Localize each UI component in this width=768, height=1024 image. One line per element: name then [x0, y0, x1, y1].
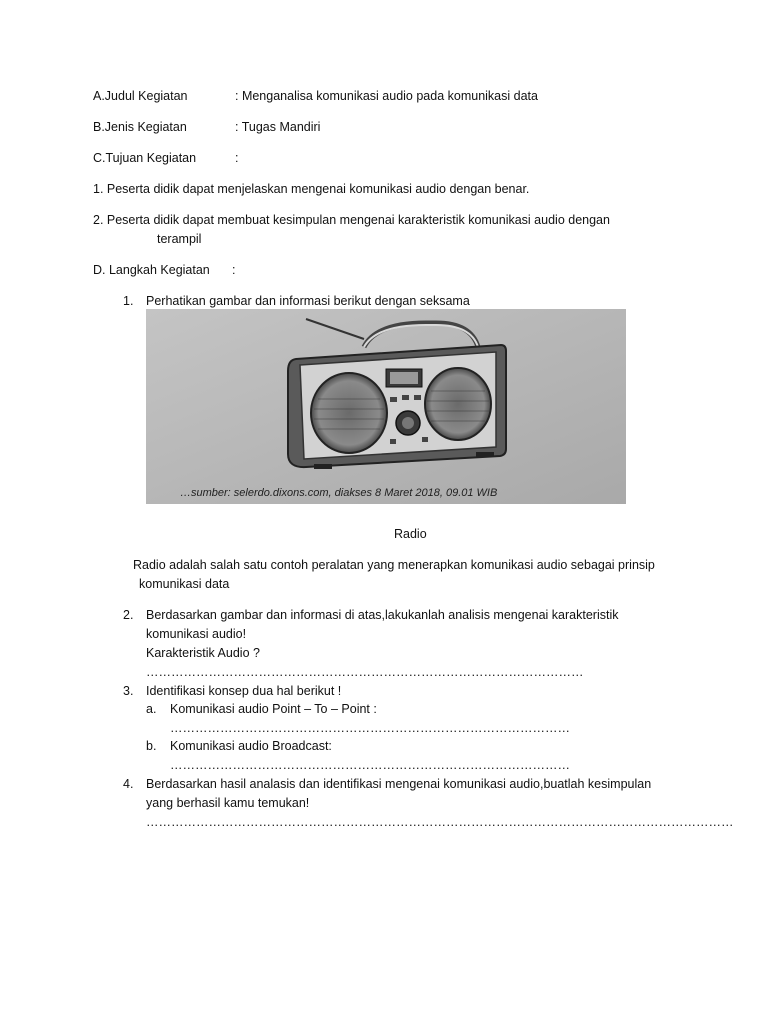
radio-photo: [146, 309, 626, 504]
tujuan-item-2-line-2: terampil: [157, 232, 202, 246]
step-4-number: 4.: [123, 777, 134, 791]
step-2-line-2: komunikasi audio!: [146, 627, 247, 641]
step-4-line-1: Berdasarkan hasil analasis dan identifikasi mengenai komunikasi audio,buatlah kesimpulan: [146, 777, 652, 791]
step-3-number: 3.: [123, 684, 134, 698]
tujuan-label: C.Tujuan Kegiatan: [93, 151, 197, 165]
image-credit: …sumber: selerdo.dixons.com, diakses 8 Maret 2018, 09.01 WIB: [180, 487, 498, 499]
judul-value: : Menganalisa komunikasi audio pada komunikasi data: [235, 89, 538, 103]
step-1-number: 1.: [123, 294, 134, 308]
jenis-label: B.Jenis Kegiatan: [93, 120, 187, 134]
tujuan-colon: :: [235, 151, 239, 165]
step-4-line-2: yang berhasil kamu temukan!: [146, 796, 310, 810]
jenis-value: : Tugas Mandiri: [235, 120, 321, 134]
step-3a-letter: a.: [146, 702, 157, 716]
step-4-answer-dots: ……………………………………………………………………………………………………………………………: [146, 815, 734, 829]
step-1-text: Perhatikan gambar dan informasi berikut dengan seksama: [146, 294, 470, 308]
step-3b-text: Komunikasi audio Broadcast:: [170, 739, 332, 753]
step-3b-letter: b.: [146, 739, 157, 753]
tujuan-item-2-line-1: 2. Peserta didik dapat membuat kesimpulan mengenai karakteristik komunikasi audio dengan: [93, 213, 610, 227]
tujuan-item-1: 1. Peserta didik dapat menjelaskan mengenai komunikasi audio dengan benar.: [93, 182, 530, 196]
step-2-answer-dots: ……………………………………………………………………………………………: [146, 665, 584, 679]
judul-label: A.Judul Kegiatan: [93, 89, 188, 103]
radio-illustration: [146, 309, 626, 504]
description-line-1: Radio adalah salah satu contoh peralatan yang menerapkan komunikasi audio sebagai prinsip: [133, 558, 655, 572]
step-2-line-1: Berdasarkan gambar dan informasi di atas,lakukanlah analisis mengenai karakteristik: [146, 608, 619, 622]
description-line-2: komunikasi data: [139, 577, 230, 591]
step-3a-text: Komunikasi audio Point – To – Point :: [170, 702, 377, 716]
step-2-line-3: Karakteristik Audio ?: [146, 646, 260, 660]
step-3b-answer-dots: ……………………………………………………………………………………: [170, 758, 570, 772]
image-caption: Radio: [394, 527, 427, 541]
langkah-colon: :: [232, 263, 236, 277]
step-2-number: 2.: [123, 608, 134, 622]
langkah-label: D. Langkah Kegiatan: [93, 263, 210, 277]
step-3-text: Identifikasi konsep dua hal berikut !: [146, 684, 342, 698]
step-3a-answer-dots: ……………………………………………………………………………………: [170, 721, 570, 735]
